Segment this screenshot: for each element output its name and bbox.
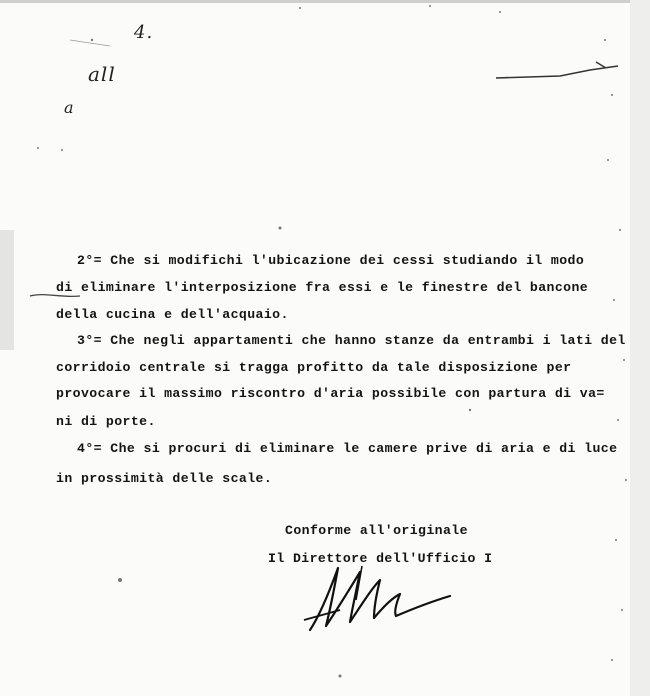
text-line: di eliminare l'interposizione fra essi e le finestre del bancone bbox=[56, 280, 589, 295]
text-line: 3°= Che negli appartamenti che hanno stanze da entrambi i lati del bbox=[77, 333, 626, 348]
certification-text: Conforme all'originale bbox=[285, 523, 468, 538]
text-line: corridoio centrale si tragga profitto da tale disposizione per bbox=[56, 360, 572, 375]
signatory-title: Il Direttore dell'Ufficio I bbox=[268, 551, 493, 566]
text-line: della cucina e dell'acquaio. bbox=[56, 307, 289, 322]
margin-note: 4. bbox=[134, 22, 154, 43]
margin-note: a bbox=[64, 98, 75, 117]
text-line: 4°= Che si procuri di eliminare le camere prive di aria e di luce bbox=[77, 441, 618, 456]
signature bbox=[300, 560, 470, 640]
text-line: ni di porte. bbox=[56, 414, 156, 429]
text-line: 2°= Che si modifichi l'ubicazione dei cessi studiando il modo bbox=[77, 253, 585, 268]
text-line: provocare il massimo riscontro d'aria possibile con partura di va= bbox=[56, 386, 605, 401]
text-line: in prossimità delle scale. bbox=[56, 471, 273, 486]
margin-note: all bbox=[88, 62, 116, 86]
